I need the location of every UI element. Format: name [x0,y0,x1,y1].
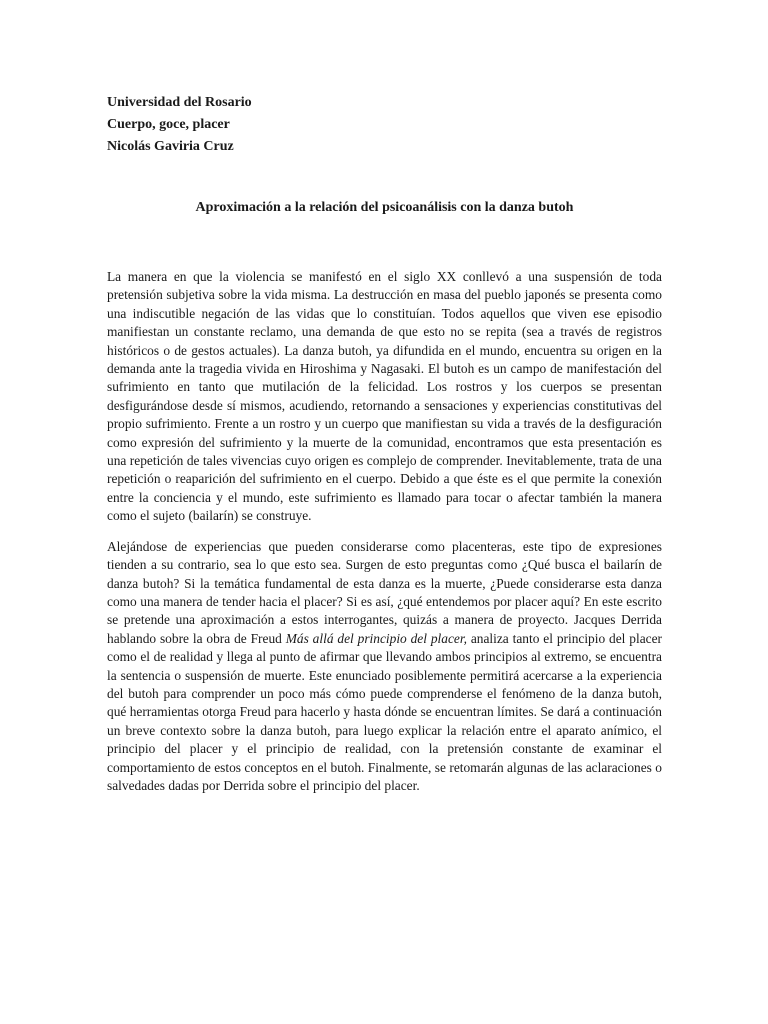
course-name: Cuerpo, goce, placer [107,117,230,132]
paragraph-2-part-2: analiza tanto el principio del placer como el de realidad y llega al punto de afirmar que llevando ambos principios al extremo, se encuentra la sentencia o suspensión de muerte. Este enunciado posiblemente permitirá acercarse a la experiencia del butoh para comprender un poco más cómo puede comprenderse el fenómeno de la danza butoh, qué herramientas otorga Freud para hacerlo y hasta dónde se encuentran límites. Se dará a continuación un breve contexto sobre la danza butoh, para luego explicar la relación entre el aparato anímico, el principio del placer y el principio de realidad, con la pretensión constante de examinar el comportamiento de estos conceptos en el butoh. Finalmente, se retomarán algunas de las aclaraciones o salvedades dadas por Derrida sobre el principio del placer. [107,630,662,793]
author-name: Nicolás Gaviria Cruz [107,139,234,154]
document-title: Aproximación a la relación del psicoanálisis con la danza butoh [195,200,574,215]
book-title-italic: Más allá del principio del placer, [285,630,467,646]
document-body [107,268,662,795]
paragraph-1: La manera en que la violencia se manifestó en el siglo XX conllevó a una suspensión de toda pretensión subjetiva sobre la vida misma. La destrucción en masa del pueblo japonés se presenta como una indiscutible negación de las vidas que lo constituían. Todos aquellos que viven ese episodio manifiestan un constante reclamo, una demanda de que esto no se repita (sea a través de registros históricos o de gestos actuales). La danza butoh, ya difundida en el mundo, encuentra su origen en la demanda ante la tragedia vivida en Hiroshima y Nagasaki. El butoh es un campo de manifestación del sufrimiento en tanto que mutilación de la felicidad. Los rostros y los cuerpos se presentan desfigurándose desde sí mismos, acudiendo, retornando a sensaciones y experiencias constitutivas del propio sufrimiento. Frente a un rostro y un cuerpo que manifiestan su vida a través de la desfiguración como expresión del sufrimiento y la muerte de la comunidad, encontramos que esta presentación es una repetición de tales vivencias cuyo origen es complejo de comprender. Inevitablemente, trata de una repetición o reaparición del sufrimiento en el cuerpo. Debido a que éste es el que permite la conexión entre la conciencia y el mundo, este sufrimiento es llamado para tocar o afectar también la manera como el sujeto (bailarín) se construye. [107,269,662,524]
paragraph-2-part-1: Alejándose de experiencias que pueden considerarse como placenteras, este tipo de expresiones tienden a su contrario, sea lo que esto sea. Surgen de esto preguntas como ¿Qué busca el bailarín de danza butoh? Si la temática fundamental de esta danza es la muerte, ¿Puede considerarse esta danza como una manera de tender hacia el placer? Si es así, ¿qué entendemos por placer aquí? En este escrito se pretende una aproximación a estos interrogantes, quizás a manera de proyecto. Jacques Derrida hablando sobre la obra de Freud [107,538,662,646]
institution-name: Universidad del Rosario [107,95,252,110]
paragraph-2 [107,538,662,796]
document-header [107,92,662,158]
